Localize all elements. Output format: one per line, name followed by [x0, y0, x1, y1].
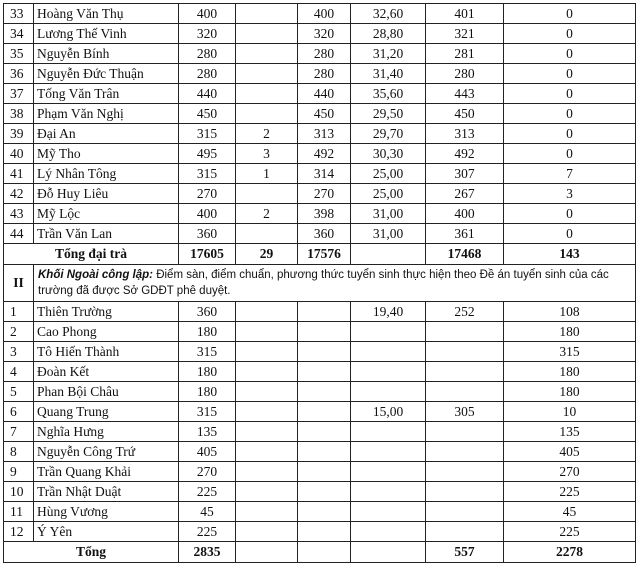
cell-stt: 40: [4, 144, 34, 164]
cell-stt: 42: [4, 184, 34, 204]
cell-school: Ý Yên: [34, 522, 179, 542]
cell-registered: [426, 442, 504, 462]
cell-other: [236, 322, 298, 342]
cell-registered: 401: [426, 4, 504, 24]
total-cutoff: [351, 542, 426, 563]
cell-cutoff: 31,40: [351, 64, 426, 84]
cell-target: 135: [179, 422, 236, 442]
cell-registered: [426, 322, 504, 342]
cell-registered: 267: [426, 184, 504, 204]
cell-remaining: 0: [504, 204, 636, 224]
cell-remaining: 225: [504, 482, 636, 502]
cell-school: Nguyễn Đức Thuận: [34, 64, 179, 84]
total-admitted: 17576: [298, 244, 351, 265]
cell-cutoff: 31,00: [351, 224, 426, 244]
cell-stt: 38: [4, 104, 34, 124]
cell-remaining: 0: [504, 64, 636, 84]
cell-registered: [426, 362, 504, 382]
table-row: [4, 84, 636, 104]
table-row: [4, 224, 636, 244]
cell-registered: 280: [426, 64, 504, 84]
cell-cutoff: 31,20: [351, 44, 426, 64]
cell-cutoff: [351, 322, 426, 342]
total-target: 17605: [179, 244, 236, 265]
cell-remaining: 0: [504, 124, 636, 144]
cell-remaining: 45: [504, 502, 636, 522]
cell-stt: 39: [4, 124, 34, 144]
section-description: Điểm sàn, điểm chuẩn, phương thức tuyển sinh thực hiện theo Đề án tuyển sinh của các trường đã được Sở GDĐT phê duyệt.: [38, 269, 609, 297]
cell-admitted: 270: [298, 184, 351, 204]
cell-other: 3: [236, 144, 298, 164]
table-row: [4, 402, 636, 422]
cell-admitted: [298, 522, 351, 542]
cell-cutoff: [351, 382, 426, 402]
cell-admitted: [298, 482, 351, 502]
cell-remaining: 135: [504, 422, 636, 442]
table-row: [4, 422, 636, 442]
table-row: [4, 362, 636, 382]
cell-target: 270: [179, 184, 236, 204]
cell-stt: 2: [4, 322, 34, 342]
cell-remaining: 180: [504, 322, 636, 342]
cell-registered: [426, 482, 504, 502]
cell-school: Trần Nhật Duật: [34, 482, 179, 502]
cell-school: Mỹ Lộc: [34, 204, 179, 224]
cell-registered: 400: [426, 204, 504, 224]
cell-school: Thiên Trường: [34, 302, 179, 322]
total-remaining: 143: [504, 244, 636, 265]
cell-admitted: 280: [298, 64, 351, 84]
cell-stt: 44: [4, 224, 34, 244]
cell-registered: 443: [426, 84, 504, 104]
cell-stt: 9: [4, 462, 34, 482]
table-row: [4, 184, 636, 204]
table-row: [4, 144, 636, 164]
cell-admitted: 320: [298, 24, 351, 44]
cell-target: 45: [179, 502, 236, 522]
cell-cutoff: [351, 502, 426, 522]
cell-school: Quang Trung: [34, 402, 179, 422]
cell-remaining: 0: [504, 104, 636, 124]
cell-registered: 305: [426, 402, 504, 422]
cell-other: [236, 522, 298, 542]
cell-remaining: 180: [504, 382, 636, 402]
cell-remaining: 0: [504, 84, 636, 104]
cell-stt: 4: [4, 362, 34, 382]
cell-other: [236, 64, 298, 84]
cell-cutoff: [351, 422, 426, 442]
cell-admitted: [298, 382, 351, 402]
cell-admitted: [298, 362, 351, 382]
cell-admitted: [298, 422, 351, 442]
cell-admitted: [298, 402, 351, 422]
cell-remaining: 108: [504, 302, 636, 322]
cell-registered: [426, 342, 504, 362]
cell-school: Đỗ Huy Liêu: [34, 184, 179, 204]
cell-admitted: 450: [298, 104, 351, 124]
table-row: [4, 204, 636, 224]
cell-school: Nghĩa Hưng: [34, 422, 179, 442]
cell-admitted: 314: [298, 164, 351, 184]
cell-other: [236, 362, 298, 382]
cell-remaining: 3: [504, 184, 636, 204]
cell-remaining: 10: [504, 402, 636, 422]
total-registered: 17468: [426, 244, 504, 265]
cell-stt: 6: [4, 402, 34, 422]
cell-registered: 450: [426, 104, 504, 124]
cell-other: [236, 342, 298, 362]
cell-admitted: 492: [298, 144, 351, 164]
cell-registered: 321: [426, 24, 504, 44]
cell-school: Nguyễn Bính: [34, 44, 179, 64]
total-label: Tổng: [4, 542, 179, 563]
section-heading: Khối Ngoài công lập:: [38, 269, 153, 281]
cell-admitted: [298, 302, 351, 322]
cell-cutoff: [351, 362, 426, 382]
cell-cutoff: 19,40: [351, 302, 426, 322]
table-row: [4, 382, 636, 402]
cell-cutoff: [351, 522, 426, 542]
cell-other: [236, 104, 298, 124]
section-number: II: [4, 265, 34, 302]
cell-target: 360: [179, 302, 236, 322]
table-row: [4, 164, 636, 184]
table-body: [4, 4, 636, 563]
cell-stt: 41: [4, 164, 34, 184]
cell-remaining: 180: [504, 362, 636, 382]
cell-cutoff: 25,00: [351, 184, 426, 204]
cell-stt: 37: [4, 84, 34, 104]
cell-school: Tống Văn Trân: [34, 84, 179, 104]
cell-remaining: 225: [504, 522, 636, 542]
cell-school: Trần Văn Lan: [34, 224, 179, 244]
cell-remaining: 7: [504, 164, 636, 184]
cell-other: [236, 462, 298, 482]
cell-cutoff: 29,70: [351, 124, 426, 144]
cell-target: 450: [179, 104, 236, 124]
table-row: [4, 522, 636, 542]
cell-stt: 11: [4, 502, 34, 522]
cell-stt: 7: [4, 422, 34, 442]
cell-registered: 313: [426, 124, 504, 144]
cell-admitted: [298, 442, 351, 462]
cell-target: 400: [179, 204, 236, 224]
cell-target: 280: [179, 64, 236, 84]
cell-remaining: 0: [504, 4, 636, 24]
cell-target: 315: [179, 164, 236, 184]
cell-admitted: 313: [298, 124, 351, 144]
cell-cutoff: 32,60: [351, 4, 426, 24]
table-row: [4, 24, 636, 44]
cell-school: Tô Hiến Thành: [34, 342, 179, 362]
total-label: Tổng đại trà: [4, 244, 179, 265]
public-total-row: [4, 244, 636, 265]
cell-stt: 34: [4, 24, 34, 44]
cell-school: Đại An: [34, 124, 179, 144]
table-row: [4, 4, 636, 24]
cell-target: 180: [179, 322, 236, 342]
cell-registered: [426, 382, 504, 402]
cell-target: 280: [179, 44, 236, 64]
cell-other: 2: [236, 124, 298, 144]
cell-remaining: 315: [504, 342, 636, 362]
cell-stt: 36: [4, 64, 34, 84]
total-other: 29: [236, 244, 298, 265]
total-other: [236, 542, 298, 563]
table-row: [4, 124, 636, 144]
cell-target: 405: [179, 442, 236, 462]
cell-remaining: 0: [504, 24, 636, 44]
cell-other: [236, 4, 298, 24]
cell-admitted: [298, 462, 351, 482]
cell-school: Hoàng Văn Thụ: [34, 4, 179, 24]
cell-admitted: [298, 322, 351, 342]
cell-remaining: 270: [504, 462, 636, 482]
cell-registered: 492: [426, 144, 504, 164]
cell-stt: 43: [4, 204, 34, 224]
cell-cutoff: 29,50: [351, 104, 426, 124]
section-note: [34, 265, 636, 302]
cell-registered: 361: [426, 224, 504, 244]
cell-other: [236, 24, 298, 44]
cell-cutoff: 15,00: [351, 402, 426, 422]
total-registered: 557: [426, 542, 504, 563]
cell-cutoff: 35,60: [351, 84, 426, 104]
cell-cutoff: [351, 462, 426, 482]
cell-school: Hùng Vương: [34, 502, 179, 522]
table-row: [4, 44, 636, 64]
cell-stt: 10: [4, 482, 34, 502]
private-total-row: [4, 542, 636, 563]
cell-target: 440: [179, 84, 236, 104]
cell-other: [236, 402, 298, 422]
cell-cutoff: [351, 482, 426, 502]
cell-target: 495: [179, 144, 236, 164]
table-row: [4, 302, 636, 322]
cell-admitted: [298, 502, 351, 522]
cell-target: 360: [179, 224, 236, 244]
cell-school: Cao Phong: [34, 322, 179, 342]
cell-target: 225: [179, 522, 236, 542]
cell-other: [236, 502, 298, 522]
cell-stt: 35: [4, 44, 34, 64]
cell-registered: [426, 422, 504, 442]
cell-other: [236, 442, 298, 462]
cell-cutoff: 28,80: [351, 24, 426, 44]
cell-target: 180: [179, 382, 236, 402]
cell-other: [236, 482, 298, 502]
cell-remaining: 405: [504, 442, 636, 462]
cell-other: 2: [236, 204, 298, 224]
cell-cutoff: 30,30: [351, 144, 426, 164]
cell-school: Đoàn Kết: [34, 362, 179, 382]
cell-other: [236, 422, 298, 442]
table-row: [4, 342, 636, 362]
cell-school: Nguyễn Công Trứ: [34, 442, 179, 462]
table-row: [4, 502, 636, 522]
cell-target: 270: [179, 462, 236, 482]
cell-remaining: 0: [504, 144, 636, 164]
cell-cutoff: [351, 342, 426, 362]
table-row: [4, 442, 636, 462]
cell-other: [236, 44, 298, 64]
table-row: [4, 322, 636, 342]
cell-school: Phạm Văn Nghị: [34, 104, 179, 124]
cell-registered: [426, 462, 504, 482]
cell-registered: [426, 502, 504, 522]
cell-registered: 307: [426, 164, 504, 184]
cell-school: Lương Thế Vinh: [34, 24, 179, 44]
total-admitted: [298, 542, 351, 563]
cell-admitted: 360: [298, 224, 351, 244]
cell-admitted: 440: [298, 84, 351, 104]
cell-admitted: 400: [298, 4, 351, 24]
cell-stt: 5: [4, 382, 34, 402]
cell-registered: 252: [426, 302, 504, 322]
table-row: [4, 482, 636, 502]
total-cutoff: [351, 244, 426, 265]
cell-school: Mỹ Tho: [34, 144, 179, 164]
cell-school: Lý Nhân Tông: [34, 164, 179, 184]
cell-other: [236, 84, 298, 104]
cell-cutoff: 31,00: [351, 204, 426, 224]
total-target: 2835: [179, 542, 236, 563]
cell-remaining: 0: [504, 224, 636, 244]
cell-target: 315: [179, 342, 236, 362]
cell-registered: 281: [426, 44, 504, 64]
cell-stt: 1: [4, 302, 34, 322]
cell-school: Trần Quang Khải: [34, 462, 179, 482]
cell-other: [236, 184, 298, 204]
admission-table: [3, 3, 636, 563]
cell-other: [236, 224, 298, 244]
cell-admitted: 280: [298, 44, 351, 64]
cell-target: 320: [179, 24, 236, 44]
cell-stt: 12: [4, 522, 34, 542]
cell-target: 225: [179, 482, 236, 502]
cell-stt: 33: [4, 4, 34, 24]
cell-school: Phan Bội Châu: [34, 382, 179, 402]
cell-cutoff: 25,00: [351, 164, 426, 184]
cell-target: 180: [179, 362, 236, 382]
table-row: [4, 104, 636, 124]
table-row: [4, 64, 636, 84]
cell-cutoff: [351, 442, 426, 462]
cell-stt: 3: [4, 342, 34, 362]
section-header-row: [4, 265, 636, 302]
cell-stt: 8: [4, 442, 34, 462]
cell-registered: [426, 522, 504, 542]
cell-target: 315: [179, 124, 236, 144]
cell-remaining: 0: [504, 44, 636, 64]
cell-other: [236, 382, 298, 402]
cell-admitted: [298, 342, 351, 362]
table-row: [4, 462, 636, 482]
cell-other: 1: [236, 164, 298, 184]
cell-admitted: 398: [298, 204, 351, 224]
cell-target: 400: [179, 4, 236, 24]
total-remaining: 2278: [504, 542, 636, 563]
cell-other: [236, 302, 298, 322]
cell-target: 315: [179, 402, 236, 422]
